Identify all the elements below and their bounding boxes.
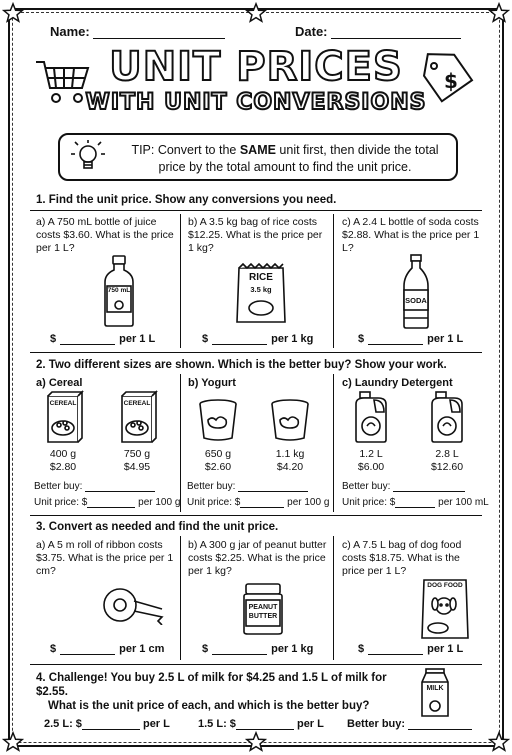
answer-4-better [347,718,472,730]
section-1-heading: 1. Find the unit price. Show any conversions you need. [36,194,337,206]
better-buy-label: Better buy: [342,481,391,492]
dollar-sign: $ [202,643,209,655]
size-price [348,448,394,474]
star-icon [245,2,267,24]
box-label: CEREAL [49,400,77,407]
jar-label-line: PEANUT [248,604,278,611]
question-label: c) [342,539,351,551]
unit-label: per 1 L [119,333,156,345]
answer-3c [358,643,463,655]
answer-label: 1.5 L: $ [198,718,236,730]
date-line [295,24,461,39]
answer-field[interactable] [368,333,423,345]
size-price [40,448,86,474]
detergent-jug-icon [352,390,390,449]
star-icon [2,731,24,753]
carton-label: MILK [426,685,444,692]
answer-4a [44,718,170,730]
size: 1.1 kg [275,448,305,460]
better-buy-label: Better buy: [34,481,83,492]
column-divider [180,374,181,512]
size: 750 g [123,448,151,460]
challenge-line: 4. Challenge! You buy 2.5 L of milk for $4.25 and 1.5 L of milk for $2.55. [36,672,387,698]
size-price [195,448,241,474]
answer-field[interactable] [60,643,115,655]
unit-label: per 1 L [427,333,464,345]
unit-price-line [342,497,489,508]
dollar-sign: $ [358,643,365,655]
question-label: c) [342,216,351,228]
column-divider [333,536,334,660]
cereal-box-icon [44,390,84,449]
divider [30,515,482,516]
better-buy-field[interactable] [393,481,465,492]
better-buy-label: Better buy: [187,481,236,492]
shopping-cart-icon [34,56,94,111]
milk-carton-icon [418,668,452,723]
lightbulb-icon [68,139,108,182]
answer-1b [202,333,313,345]
page-title: UNIT PRICES [109,44,403,90]
dollar-sign: $ [50,333,57,345]
jar-label-line: BUTTER [248,613,278,620]
size: 1.2 L [359,448,383,460]
size-price [114,448,160,474]
price: $12.60 [430,461,464,473]
size: 650 g [204,448,232,460]
bottle-label: SODA [405,296,427,305]
answer-3a [50,643,164,655]
tip-emphasis: SAME [239,143,276,157]
better-buy-field[interactable] [238,481,308,492]
question-1b [188,216,328,255]
answer-field[interactable] [82,718,140,730]
name-line [50,24,225,39]
section-4-heading [36,671,416,713]
name-field[interactable] [93,26,225,39]
detergent-jug-icon [428,390,466,449]
column-divider [333,374,334,512]
tip-box [58,133,458,181]
answer-field[interactable] [368,643,423,655]
better-buy-line [187,481,308,492]
answer-1a [50,333,155,345]
ribbon-roll-icon [100,585,166,630]
question-1c [342,216,482,255]
unit-price-line [34,497,180,508]
size-price [267,448,313,474]
star-icon [488,2,510,24]
better-buy-label: Better buy: [347,718,406,730]
unit-price-field[interactable] [87,497,135,508]
answer-4b [198,718,324,730]
price: $2.80 [49,461,77,473]
date-field[interactable] [331,26,461,39]
answer-label: 2.5 L: $ [44,718,82,730]
column-divider [180,214,181,348]
unit-price-label: Unit price: $ [187,497,241,508]
juice-bottle-icon [102,254,136,333]
unit-price-field[interactable] [395,497,435,508]
question-label: b) [188,539,198,551]
bag-label: DOG FOOD [427,582,463,589]
answer-field[interactable] [212,643,267,655]
cereal-box-icon [118,390,158,449]
question-1a [36,216,176,255]
question-text: A 300 g jar of peanut butter costs $2.25. What is the price per 1 kg? [188,539,327,577]
star-icon [488,731,510,753]
size: 400 g [49,448,77,460]
question-label: b) [188,216,198,228]
dollar-sign: $ [202,333,209,345]
question-label: a) [36,216,46,228]
yogurt-cup-icon [270,398,310,447]
question-text: A 5 m roll of ribbon costs $3.75. What is the price per 1 cm? [36,539,174,577]
question-text: A 750 mL bottle of juice costs $3.60. What is the price per 1 L? [36,216,174,254]
star-icon [2,2,24,24]
jar-label [244,603,282,621]
bag-size: 3.5 kg [250,285,272,294]
unit-price-label: Unit price: $ [34,497,88,508]
name-label: Name: [50,24,90,39]
better-buy-line [342,481,465,492]
per-label: per 100 g [138,497,181,508]
box-label: CEREAL [123,400,151,407]
column-divider [333,214,334,348]
bottle-label: 750 mL [107,287,131,294]
unit-label: per 1 kg [271,643,314,655]
section-3-heading: 3. Convert as needed and find the unit price. [36,521,279,533]
unit-price-field[interactable] [240,497,284,508]
tip-suffix: unit first, then divide the total price by the total amount to find the unit price. [158,143,439,174]
price: $6.00 [357,461,385,473]
divider [30,352,482,353]
price: $2.60 [204,461,232,473]
price: $4.95 [123,461,151,473]
unit-label: per 1 kg [271,333,314,345]
group-label: c) Laundry Detergent [342,377,453,389]
svg-text:$: $ [444,69,458,93]
divider [30,664,482,665]
unit-price-label: Unit price: $ [342,497,396,508]
date-label: Date: [295,24,328,39]
column-divider [180,536,181,660]
price-tag-icon [420,50,476,115]
page-subtitle: WITH UNIT CONVERSIONS [85,90,427,115]
dollar-sign: $ [50,643,57,655]
question-3a [36,539,176,578]
better-buy-line [34,481,155,492]
price: $4.20 [276,461,304,473]
unit-label: per 1 cm [119,643,165,655]
question-text: A 7.5 L bag of dog food costs $18.75. What is the price per 1 L? [342,539,462,577]
group-label: a) Cereal [36,377,83,389]
answer-3b [202,643,313,655]
soda-bottle-icon [400,254,432,335]
answer-field[interactable] [236,718,294,730]
question-text: A 3.5 kg bag of rice costs $12.25. What is the price per 1 kg? [188,216,323,254]
per-label: per L [296,718,324,730]
peanut-butter-jar-icon [240,582,286,641]
better-buy-field[interactable] [85,481,155,492]
yogurt-cup-icon [198,398,238,447]
divider [30,210,482,211]
answer-field[interactable] [60,333,115,345]
answer-1c [358,333,463,345]
per-label: per 100 mL [438,497,489,508]
bag-label: RICE [249,272,273,283]
answer-field[interactable] [212,333,267,345]
unit-label: per 1 L [427,643,464,655]
size: 2.8 L [435,448,459,460]
better-buy-field[interactable] [408,718,472,730]
question-3b [188,539,330,578]
tip-prefix: TIP: Convert to the [131,143,240,157]
dog-food-bag-icon [420,576,470,645]
star-icon [245,731,267,753]
question-label: a) [36,539,46,551]
rice-bag-icon [233,262,289,331]
group-label: b) Yogurt [188,377,236,389]
challenge-line: What is the unit price of each, and which is the better buy? [48,700,370,712]
question-text: A 2.4 L bottle of soda costs $2.88. What is the price per 1 L? [342,216,480,254]
size-price [424,448,470,474]
tip-text [120,142,450,176]
per-label: per L [142,718,170,730]
per-label: per 100 g [287,497,330,508]
section-2-heading: 2. Two different sizes are shown. Which is the better buy? Show your work. [36,359,447,371]
question-3c [342,539,482,578]
dollar-sign: $ [358,333,365,345]
unit-price-line [187,497,329,508]
